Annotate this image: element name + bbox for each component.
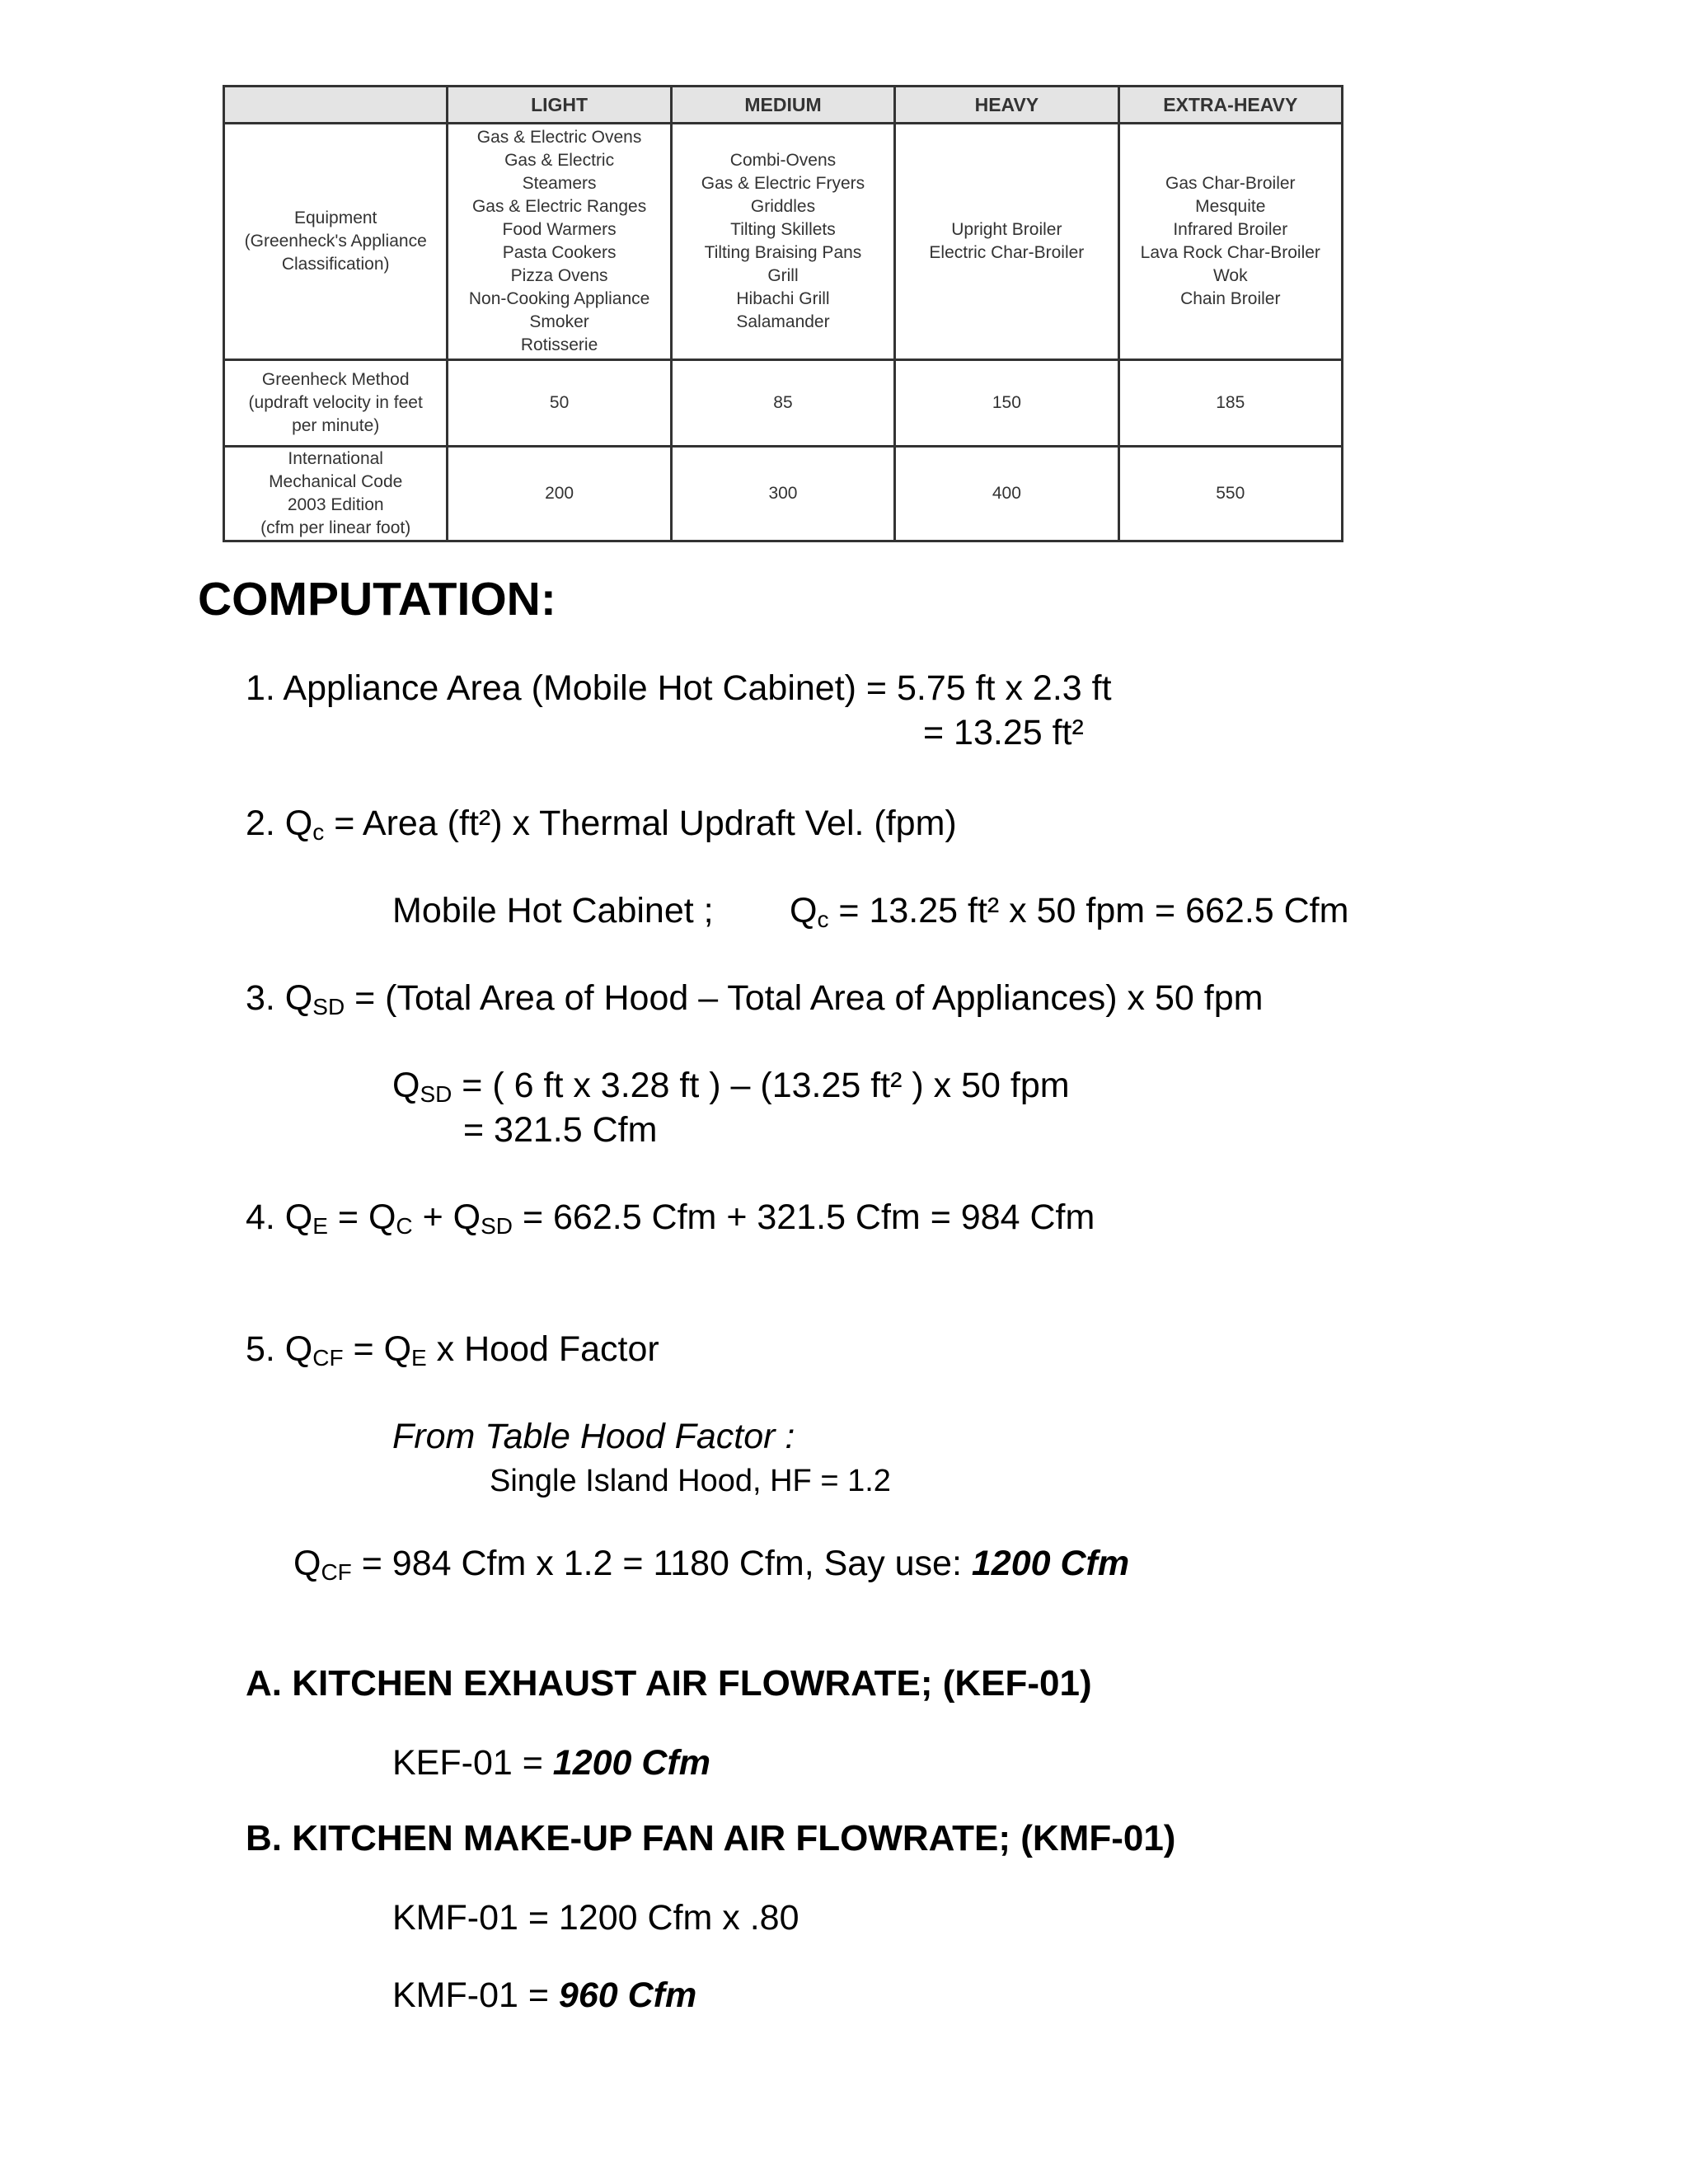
- list-item: Infrared Broiler: [1173, 220, 1288, 239]
- subscript: E: [411, 1345, 427, 1371]
- step-2-line: [246, 801, 957, 846]
- text: 4. Q: [246, 1197, 313, 1237]
- text: Q: [392, 1066, 420, 1105]
- text: = Q: [343, 1329, 412, 1369]
- list-item: Non-Cooking Appliance: [468, 289, 650, 308]
- list-item: Chain Broiler: [1180, 289, 1281, 308]
- list-item: Rotisserie: [520, 335, 598, 354]
- classification-table: [223, 85, 1343, 542]
- label-line: (updraft velocity in feet: [248, 393, 423, 412]
- list-item: Gas & Electric Ovens: [476, 128, 642, 147]
- label-line: (Greenheck's Appliance: [244, 232, 427, 251]
- list-item: Gas Char-Broiler: [1165, 174, 1296, 193]
- step-5-line: [246, 1327, 659, 1371]
- hood-factor-label: From Table Hood Factor :: [392, 1417, 795, 1456]
- text: x Hood Factor: [426, 1329, 659, 1369]
- text: KEF-01 =: [392, 1743, 553, 1783]
- text: = 662.5 Cfm + 321.5 Cfm = 984 Cfm: [513, 1197, 1095, 1237]
- text: = ( 6 ft x 3.28 ft ) – (13.25 ft² ) x 50 fpm: [452, 1066, 1070, 1105]
- list-item: Pasta Cookers: [502, 243, 617, 262]
- equipment-light: [448, 124, 671, 360]
- label-line: (cfm per linear foot): [260, 518, 411, 537]
- greenheck-label: [224, 360, 448, 447]
- list-item: Smoker: [529, 312, 589, 331]
- imc-heavy: 400: [895, 447, 1118, 541]
- section-a-heading: A. KITCHEN EXHAUST AIR FLOWRATE; (KEF-01): [246, 1663, 1092, 1704]
- kef-01-line: [392, 1741, 710, 1785]
- list-item: Food Warmers: [502, 220, 617, 239]
- table-row-imc: [224, 447, 1343, 541]
- label-line: Classification): [281, 255, 390, 274]
- imc-medium: 300: [671, 447, 894, 541]
- subscript: CF: [321, 1559, 352, 1585]
- imc-label: [224, 447, 448, 541]
- label-line: 2003 Edition: [287, 495, 384, 514]
- appliance-classification-table: [223, 85, 1343, 536]
- subscript: E: [312, 1213, 328, 1239]
- hood-factor-value: Single Island Hood, HF = 1.2: [490, 1464, 891, 1498]
- table-row-equipment: [224, 124, 1343, 360]
- subscript: SD: [312, 994, 345, 1019]
- step-3-result: = 321.5 Cfm: [463, 1110, 658, 1150]
- header-blank: [224, 87, 448, 124]
- text: Q: [293, 1544, 321, 1583]
- header-light: LIGHT: [448, 87, 671, 124]
- label-line: Greenheck Method: [261, 370, 410, 389]
- imc-extra-heavy: 550: [1118, 447, 1342, 541]
- kmf-01-calc-line: KMF-01 = 1200 Cfm x .80: [392, 1898, 799, 1938]
- step-1-line: 1. Appliance Area (Mobile Hot Cabinet) = 5.75 ft x 2.3 ft: [246, 668, 1112, 708]
- list-item: Gas & Electric: [504, 151, 615, 170]
- text: = Area (ft²) x Thermal Updraft Vel. (fpm): [324, 804, 957, 843]
- list-item: Steamers: [522, 174, 597, 193]
- subscript: SD: [481, 1213, 513, 1239]
- kmf-01-line: [392, 1973, 696, 2018]
- text: KMF-01 =: [392, 1975, 559, 2015]
- step-4-line: [246, 1195, 1095, 1240]
- header-medium: MEDIUM: [671, 87, 894, 124]
- text: = 13.25 ft² x 50 fpm = 662.5 Cfm: [828, 891, 1349, 930]
- subscript: SD: [420, 1081, 452, 1107]
- text: 3. Q: [246, 978, 313, 1018]
- list-item: Gas & Electric Fryers: [701, 174, 865, 193]
- text: = 984 Cfm x 1.2 = 1180 Cfm, Say use:: [351, 1544, 972, 1583]
- step-2-equation: [790, 888, 1348, 933]
- list-item: Tilting Braising Pans: [704, 243, 862, 262]
- equipment-medium: [671, 124, 894, 360]
- greenheck-medium: 85: [671, 360, 894, 447]
- list-item: Hibachi Grill: [736, 289, 830, 308]
- list-item: Combi-Ovens: [729, 151, 837, 170]
- step-1-result: = 13.25 ft²: [923, 713, 1084, 752]
- qcf-result-line: [293, 1541, 1129, 1586]
- text: = Q: [327, 1197, 396, 1237]
- list-item: Mesquite: [1195, 197, 1266, 216]
- subscript: C: [396, 1213, 413, 1239]
- list-item: Wok: [1212, 266, 1248, 285]
- header-extra-heavy: EXTRA-HEAVY: [1118, 87, 1342, 124]
- qcf-final-value: 1200 Cfm: [971, 1544, 1130, 1583]
- list-item: Griddles: [750, 197, 816, 216]
- text: 2. Q: [246, 804, 313, 843]
- step-2-label: Mobile Hot Cabinet ;: [392, 891, 714, 930]
- table-row-greenheck: [224, 360, 1343, 447]
- subscript: c: [817, 907, 829, 932]
- computation-heading: COMPUTATION:: [198, 573, 556, 626]
- text: Q: [790, 891, 818, 930]
- subscript: c: [312, 819, 325, 845]
- section-b-heading: B. KITCHEN MAKE-UP FAN AIR FLOWRATE; (KMF-01): [246, 1818, 1176, 1858]
- table-header-row: [224, 87, 1343, 124]
- greenheck-extra-heavy: 185: [1118, 360, 1342, 447]
- greenheck-light: 50: [448, 360, 671, 447]
- subscript: CF: [312, 1345, 344, 1371]
- equipment-extra-heavy: [1118, 124, 1342, 360]
- step-3-line: [246, 976, 1263, 1020]
- kef-01-value: 1200 Cfm: [552, 1743, 710, 1783]
- text: + Q: [412, 1197, 481, 1237]
- label-line: Mechanical Code: [269, 472, 403, 491]
- list-item: Lava Rock Char-Broiler: [1140, 243, 1320, 262]
- list-item: Pizza Ovens: [510, 266, 608, 285]
- equipment-heavy: [895, 124, 1118, 360]
- label-line: International: [288, 449, 383, 468]
- equipment-label: [224, 124, 448, 360]
- imc-light: 200: [448, 447, 671, 541]
- step-3-equation: [392, 1063, 1070, 1108]
- list-item: Salamander: [736, 312, 830, 331]
- text: 5. Q: [246, 1329, 313, 1369]
- label-line: Equipment: [293, 209, 377, 227]
- list-item: Gas & Electric Ranges: [471, 197, 647, 216]
- greenheck-heavy: 150: [895, 360, 1118, 447]
- text: = (Total Area of Hood – Total Area of Appliances) x 50 fpm: [345, 978, 1264, 1018]
- kmf-01-value: 960 Cfm: [558, 1975, 697, 2015]
- header-heavy: HEAVY: [895, 87, 1118, 124]
- list-item: Upright Broiler: [951, 220, 1062, 239]
- list-item: Grill: [767, 266, 799, 285]
- label-line: per minute): [292, 416, 380, 435]
- list-item: Tilting Skillets: [730, 220, 836, 239]
- list-item: Electric Char-Broiler: [929, 243, 1085, 262]
